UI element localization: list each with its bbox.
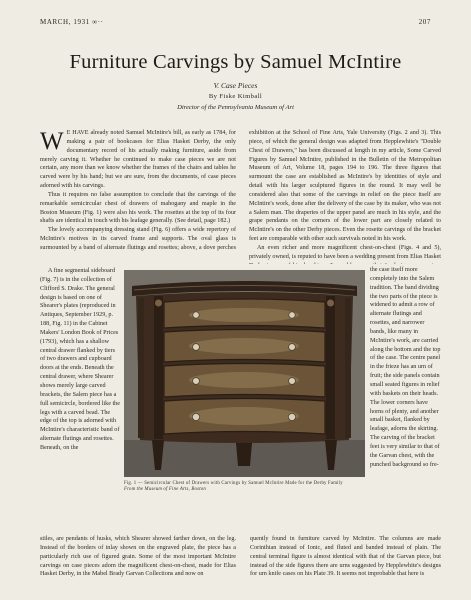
byline bbox=[0, 93, 471, 100]
column-right-top bbox=[249, 129, 441, 264]
article-subtitle: V. Case Pieces bbox=[213, 81, 258, 90]
column-left-top bbox=[40, 129, 236, 253]
figure-caption bbox=[124, 481, 369, 493]
paragraph: An even richer and more magnificent chest-on-chest (Figs. 4 and 5), privately owned, is reputed to have been a wedding present from Elias Hasket bbox=[249, 244, 441, 260]
column-left-narrow bbox=[40, 267, 120, 535]
column-left-bottom bbox=[40, 535, 236, 593]
column-right-narrow bbox=[370, 266, 441, 534]
paragraph: Thus it requires no false assumption to conclude that the carvings of the remarkable semicircular chest of drawers of mahogany and maple in the Boston Museum (Fig. 1) were also his work. The rosettes at the top of its four shafts are identical in touch with his leafage generally. (See detail, page 182.) bbox=[40, 191, 236, 225]
author-name: Fiske Kimball bbox=[219, 93, 263, 100]
paragraph: quently found in furniture carved by McIntire. The columns are made Corinthian instead of Ionic, and fluted and banded instead of plain. The central terminal figure is almost identical with that of the Garvan piece, but instead of the side figures there are urns suggested by Hepplewhite's designs for urn knife cases on his Plate 39. It seems not improbable that here is bbox=[250, 536, 441, 578]
drop-cap: W bbox=[40, 129, 64, 155]
paragraph: stiles, are pendants of husks, which Shearer showed farther down, on the leg. Instead of the borders of inlay shown on the engraved plate, the piece has a particularly rich use of figured grain. Some of the most important McIntire carvings on case pieces adorn the magnificent chest-on-chest, made for Elias Hasket Derby, in the Mabel Brady Garvan Collections and now on bbox=[40, 536, 236, 578]
caption-text: Fig. 1 — Semicircular Chest of Drawers with Carvings by Samuel McIntire Made for the Derby Family bbox=[124, 481, 343, 486]
author-affiliation: Director of the Pennsylvania Museum of Art bbox=[177, 104, 294, 111]
header-date: MARCH, 1931 ∞·· bbox=[40, 18, 104, 26]
page-number: 207 bbox=[418, 18, 431, 26]
paragraph-text: E HAVE already noted Samuel McIntire's bill, as early as 1784, for making a pair of bookcases for Elias Hasket Derby, the only documentary record of his actually making furniture, aside from merely carving it. Whether he continued to make case pieces we are not certain, any more than we know whether the frames of the chairs and tables he carved were by his hand; but we are sure, from the documents, of case pieces adorned with his carvings. bbox=[40, 130, 236, 190]
paragraph: A fine segmental sideboard (Fig. 7) is in the collection of Clifford S. Drake. The general design is based on one of Shearer's plates (reproduced in Antiques, September 1929, p. 188, Fig. 11) in the Cabinet Makers' London Book of Prices (1793), which has a shallow central drawer flanked by tiers of two drawers and cupboard doors at the ends. Beneath the central drawer, where Shearer shows merely large carved brackets, the Salem piece has a full semicircle, bordered like the legs with a carved bead. The edge of the top is adorned with McIntire's characteristic band of alternate flutings and rosettes. Beneath, on the bbox=[40, 268, 120, 451]
article-title: Furniture Carvings by Samuel McIntire bbox=[69, 51, 402, 73]
running-head bbox=[40, 18, 431, 30]
chest-of-drawers-image bbox=[124, 270, 365, 477]
caption-credit: From the Museum of Fine Arts, Boston bbox=[124, 487, 206, 493]
column-right-bottom bbox=[250, 535, 441, 593]
paragraph: exhibition at the School of Fine Arts, Yale University (Figs. 2 and 3). This piece, of which the general design was adapted from Hepplewhite's "Double Chest of Drawers," has been discussed at length in my article, Some Carved Figures by Samuel McIntire, published in the Bulletin of the Metropolitan Museum of Art, Volume 18, pages 194 to 196. The three figures that surmount the case are established as McIntire's by identities of style and detail with his larger sculptured figures in the round. It may well be considered also that some of the carvings in relief on the piece itself are McIntire's work, done after the delivery of the case by its maker, who was not a Salem man. The draperies of the upper panel are much in his style, and the grape pendants on the corners of the lower part are closely related to McIntire's on the other Derby pieces. Even the rosette carvings of the bracket feet are comparable with other such survivals noted in his work. bbox=[249, 130, 441, 243]
figure-chest-photo bbox=[124, 270, 365, 477]
paragraph: the case itself more completely into the Salem tradition. The band dividing the two parts of the piece is widened to admit a row of alternate flutings and rosettes, and narrower bands, like many in McIntire's work, are carried along the bottom and the top of the case. The centre panel in the frieze has an urn of fruit; the side panels contain small seated figures in relief with baskets on their heads. The lower corners have horns of plenty, and another small basket, flanked by leafage, adorns the skirting. The carving of the bracket feet is very similar to that of the Garvan chest, with the punched background so fre- bbox=[370, 267, 441, 468]
paragraph bbox=[40, 129, 236, 191]
byline-prefix: By bbox=[208, 93, 218, 100]
paragraph: The lovely accompanying dressing stand (Fig. 6) offers a wide repertory of McIntire's motives in its carved frame and supports. The oval glass is surmounted by a band of alternate flutings and rosettes; above, a dove perches bbox=[40, 227, 236, 251]
